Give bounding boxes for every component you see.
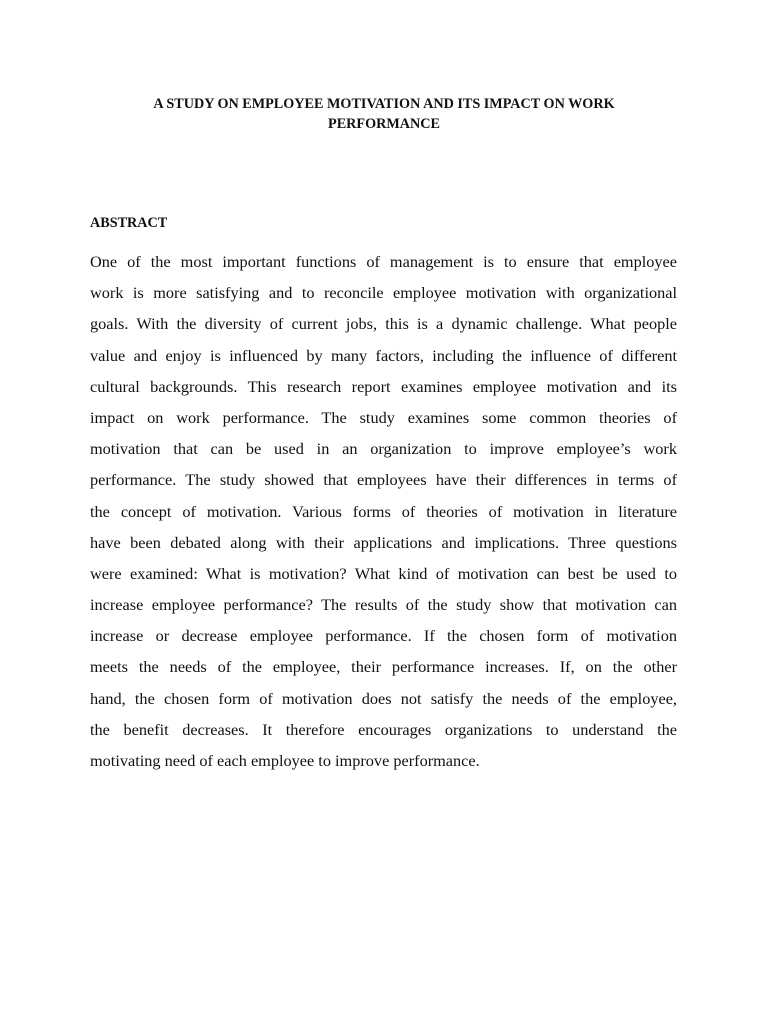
abstract-line: value and enjoy is influenced by many factors, including the influence of different bbox=[90, 345, 677, 365]
document-title bbox=[90, 94, 678, 134]
abstract-line: increase employee performance? The results of the study show that motivation can bbox=[90, 595, 677, 615]
abstract-line: performance. The study showed that employees have their differences in terms of bbox=[90, 470, 677, 490]
abstract-line: impact on work performance. The study examines some common theories of bbox=[90, 407, 677, 427]
title-line-1: A STUDY ON EMPLOYEE MOTIVATION AND ITS IMPACT ON WORK bbox=[153, 96, 615, 112]
abstract-line: were examined: What is motivation? What kind of motivation can best be used to bbox=[90, 563, 677, 583]
abstract-line: have been debated along with their applications and implications. Three questions bbox=[90, 532, 677, 552]
abstract-line: cultural backgrounds. This research report examines employee motivation and its bbox=[90, 376, 677, 396]
abstract-line: One of the most important functions of management is to ensure that employee bbox=[90, 252, 677, 271]
abstract-line: motivation that can be used in an organization to improve employee’s work bbox=[90, 439, 677, 459]
abstract-line: work is more satisfying and to reconcile employee motivation with organizational bbox=[90, 283, 677, 303]
title-line-2: PERFORMANCE bbox=[328, 116, 440, 132]
abstract-line: motivating need of each employee to improve performance. bbox=[90, 751, 480, 770]
abstract-line: increase or decrease employee performance. If the chosen form of motivation bbox=[90, 626, 677, 646]
abstract-paragraph bbox=[90, 246, 677, 776]
abstract-line: hand, the chosen form of motivation does not satisfy the needs of the employee, bbox=[90, 688, 677, 708]
abstract-line: goals. With the diversity of current jobs, this is a dynamic challenge. What people bbox=[90, 314, 677, 334]
abstract-heading: ABSTRACT bbox=[90, 215, 168, 231]
abstract-line: the concept of motivation. Various forms of theories of motivation in literature bbox=[90, 501, 677, 521]
abstract-line: meets the needs of the employee, their performance increases. If, on the other bbox=[90, 657, 677, 677]
abstract-line: the benefit decreases. It therefore encourages organizations to understand the bbox=[90, 719, 677, 739]
